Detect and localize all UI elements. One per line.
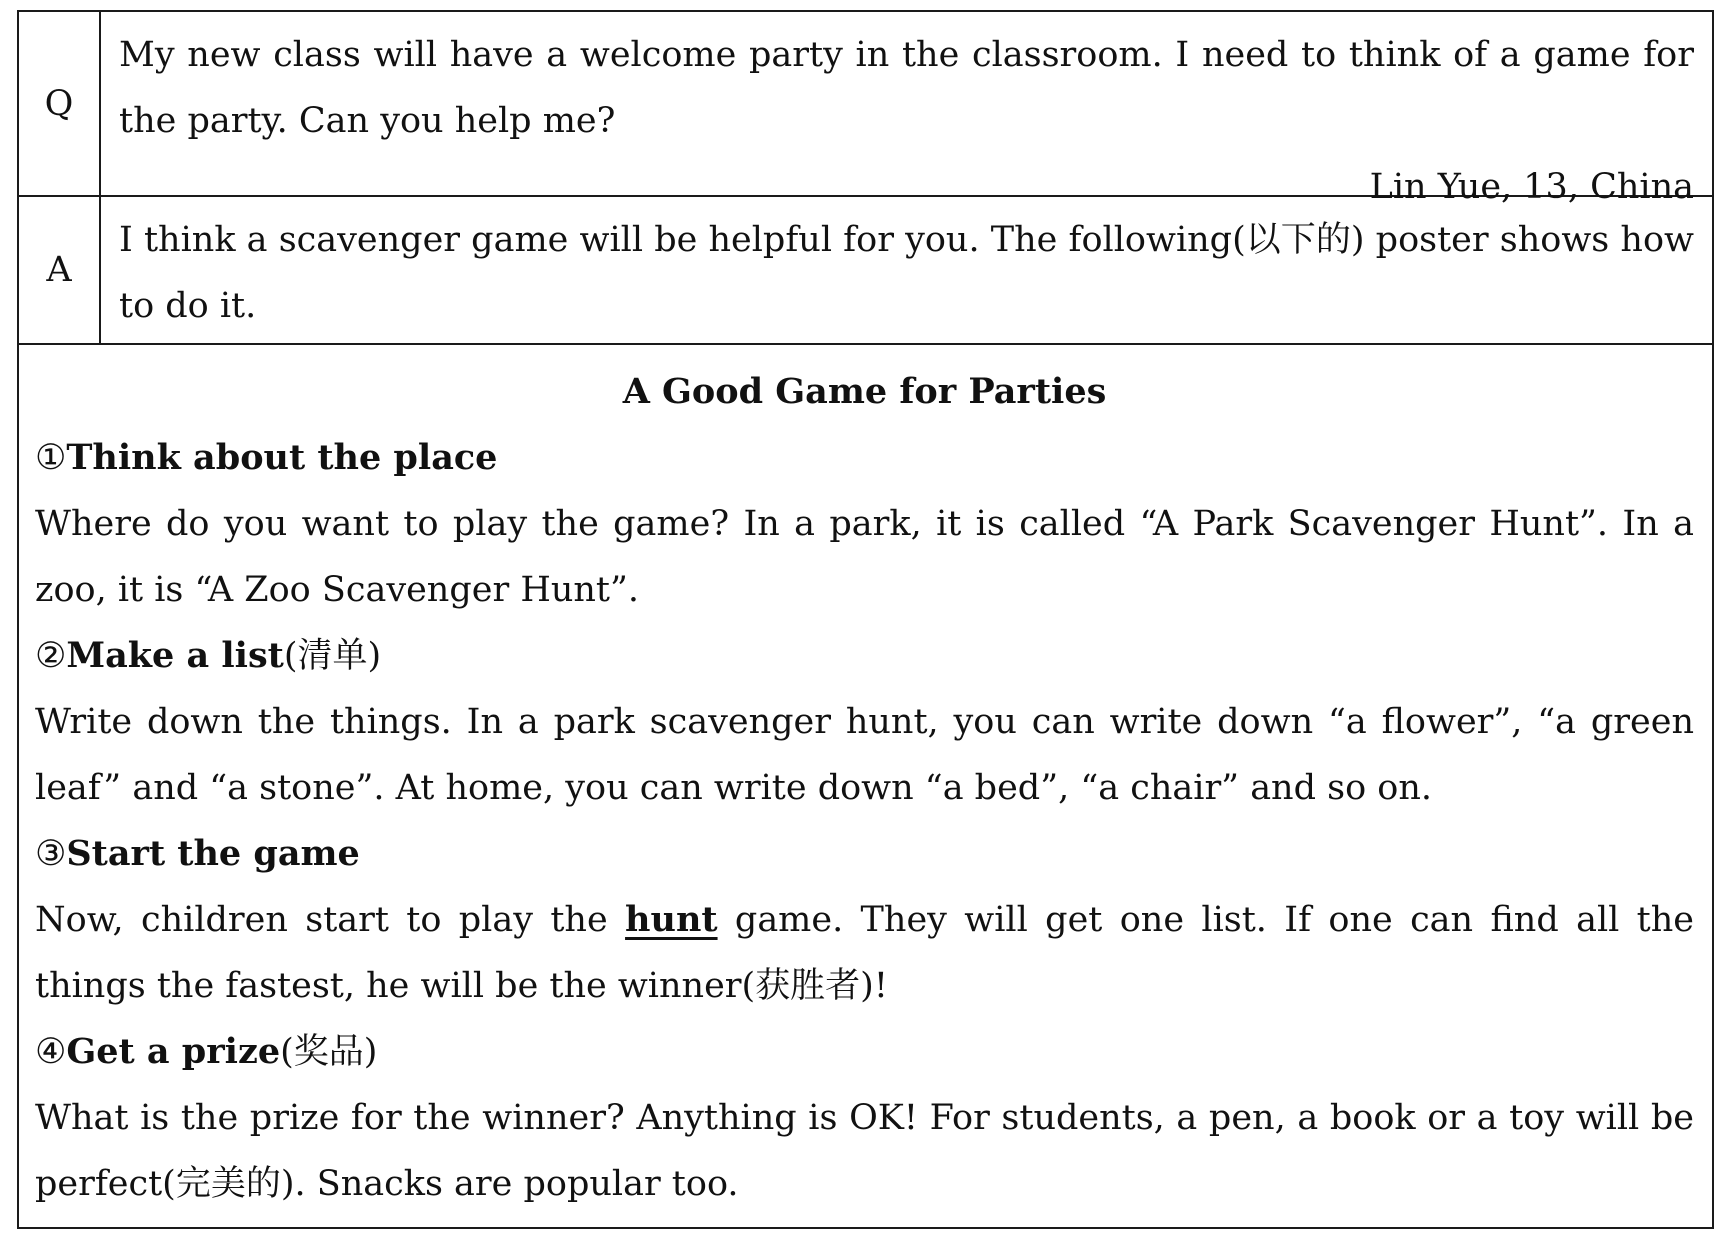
step-1-number: ①	[35, 438, 67, 478]
question-label: Q	[19, 12, 101, 195]
step-2-heading	[35, 623, 1694, 689]
step-3-body	[35, 887, 1694, 1019]
answer-text: I think a scavenger game will be helpful for you. The following(以下的) poster shows how to do it.	[119, 220, 1694, 326]
question-cell	[101, 12, 1712, 207]
poster-title: A Good Game for Parties	[622, 371, 1107, 412]
step-1-body: Where do you want to play the game? In a park, it is called “A Park Scavenger Hunt”. In a zoo, it is “A Zoo Scavenger Hunt”.	[35, 504, 1694, 610]
question-signature: Lin Yue, 13, China	[1369, 167, 1694, 207]
step-2-body: Write down the things. In a park scavenger hunt, you can write down “a flower”, “a green leaf” and “a stone”. At home, you can write down “a bed”, “a chair” and so on.	[35, 702, 1694, 808]
step-3-number: ③	[35, 834, 67, 874]
step-4-heading	[35, 1019, 1694, 1085]
poster	[19, 345, 1712, 1227]
step-2-title: Make a list	[66, 635, 284, 676]
step-1-title: Think about the place	[66, 437, 498, 478]
step-4-title-cn: (奖品)	[280, 1032, 378, 1072]
step-1-heading	[35, 425, 1694, 491]
question-text: My new class will have a welcome party in the classroom. I need to think of a game for the party. Can you help me?	[119, 35, 1694, 141]
underlined-word-hunt: hunt	[625, 899, 718, 940]
step-3-body-end: game. They will get one list. If one can find all the things the fastest, he will be the winner(获胜者)!	[35, 900, 1695, 1006]
question-row	[19, 12, 1712, 207]
step-3-heading	[35, 821, 1694, 887]
qa-poster-table	[17, 10, 1714, 1229]
step-3-body-start: Now, children start to play the	[35, 900, 626, 940]
answer-label: A	[19, 197, 101, 343]
answer-cell	[101, 197, 1712, 343]
step-3-title: Start the game	[66, 833, 360, 874]
step-4-title: Get a prize	[66, 1031, 281, 1072]
step-4-body: What is the prize for the winner? Anything is OK! For students, a pen, a book or a toy will be perfect(完美的). Snacks are popular too.	[35, 1098, 1694, 1204]
answer-row	[19, 197, 1712, 345]
step-2-number: ②	[35, 636, 67, 676]
step-2-title-cn: (清单)	[283, 636, 382, 676]
step-4-number: ④	[35, 1032, 67, 1072]
